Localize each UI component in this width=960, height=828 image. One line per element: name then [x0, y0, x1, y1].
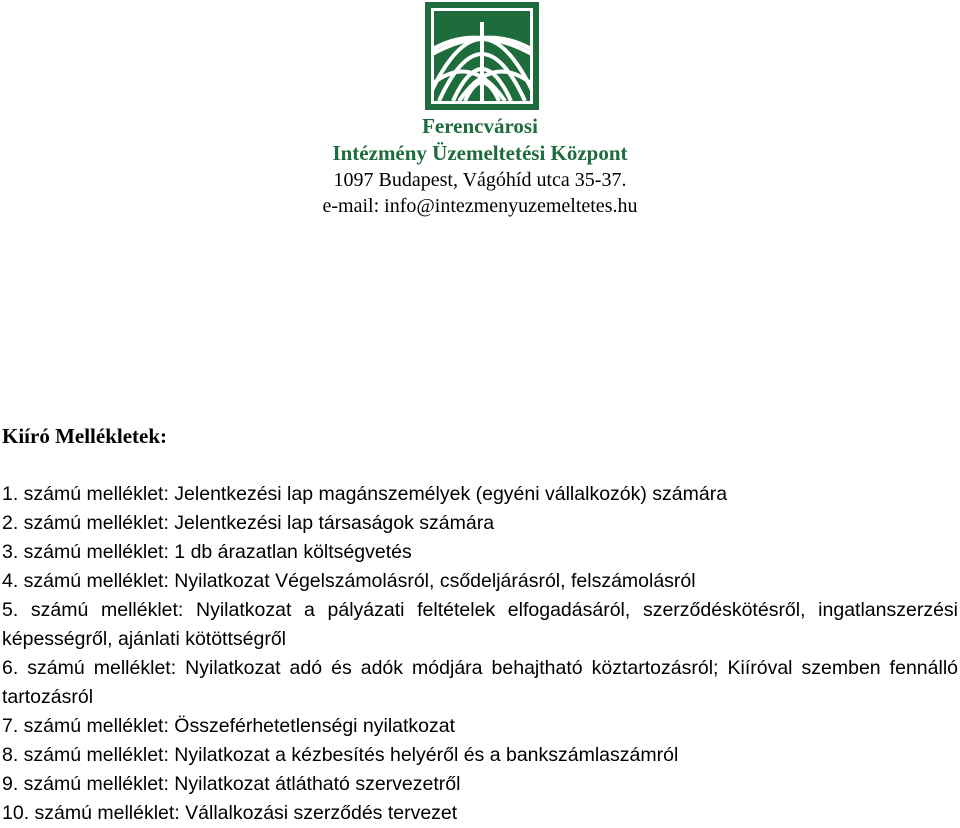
list-item: 2. számú melléklet: Jelentkezési lap társaságok számára [2, 512, 495, 534]
organization-logo-icon [425, 2, 539, 110]
list-item: 3. számú melléklet: 1 db árazatlan költségvetés [2, 541, 412, 563]
list-item: 9. számú melléklet: Nyilatkozat átlátható szervezetről [2, 773, 461, 795]
organization-full-name: Intézmény Üzemeltetési Központ [332, 141, 628, 165]
list-item: 4. számú melléklet: Nyilatkozat Végelszámolásról, csődeljárásról, felszámolásról [2, 570, 696, 592]
list-item: 1. számú melléklet: Jelentkezési lap magánszemélyek (egyéni vállalkozók) számára [2, 483, 728, 505]
attachment-list [2, 480, 958, 828]
organization-address: 1097 Budapest, Vágóhíd utca 35-37. [333, 169, 627, 191]
organization-email: e-mail: info@intezmenyuzemeltetes.hu [322, 195, 638, 217]
list-item: 5. számú melléklet: Nyilatkozat a pályázati feltételek elfogadásáról, szerződéskötésről, ingatlanszerzési képességről, ajánlati kötöttségről [2, 599, 958, 650]
list-item: 10. számú melléklet: Vállalkozási szerződés tervezet [2, 802, 458, 824]
section-title: Kiíró Mellékletek: [2, 424, 168, 448]
organization-name: Ferencvárosi [422, 114, 538, 138]
list-item: 8. számú melléklet: Nyilatkozat a kézbesítés helyéről és a bankszámlaszámról [2, 744, 679, 766]
list-item: 6. számú melléklet: Nyilatkozat adó és adók módjára behajtható köztartozásról; Kiíróval szemben fennálló tartozásról [2, 657, 958, 708]
list-item: 7. számú melléklet: Összeférhetetlenségi nyilatkozat [2, 715, 456, 737]
